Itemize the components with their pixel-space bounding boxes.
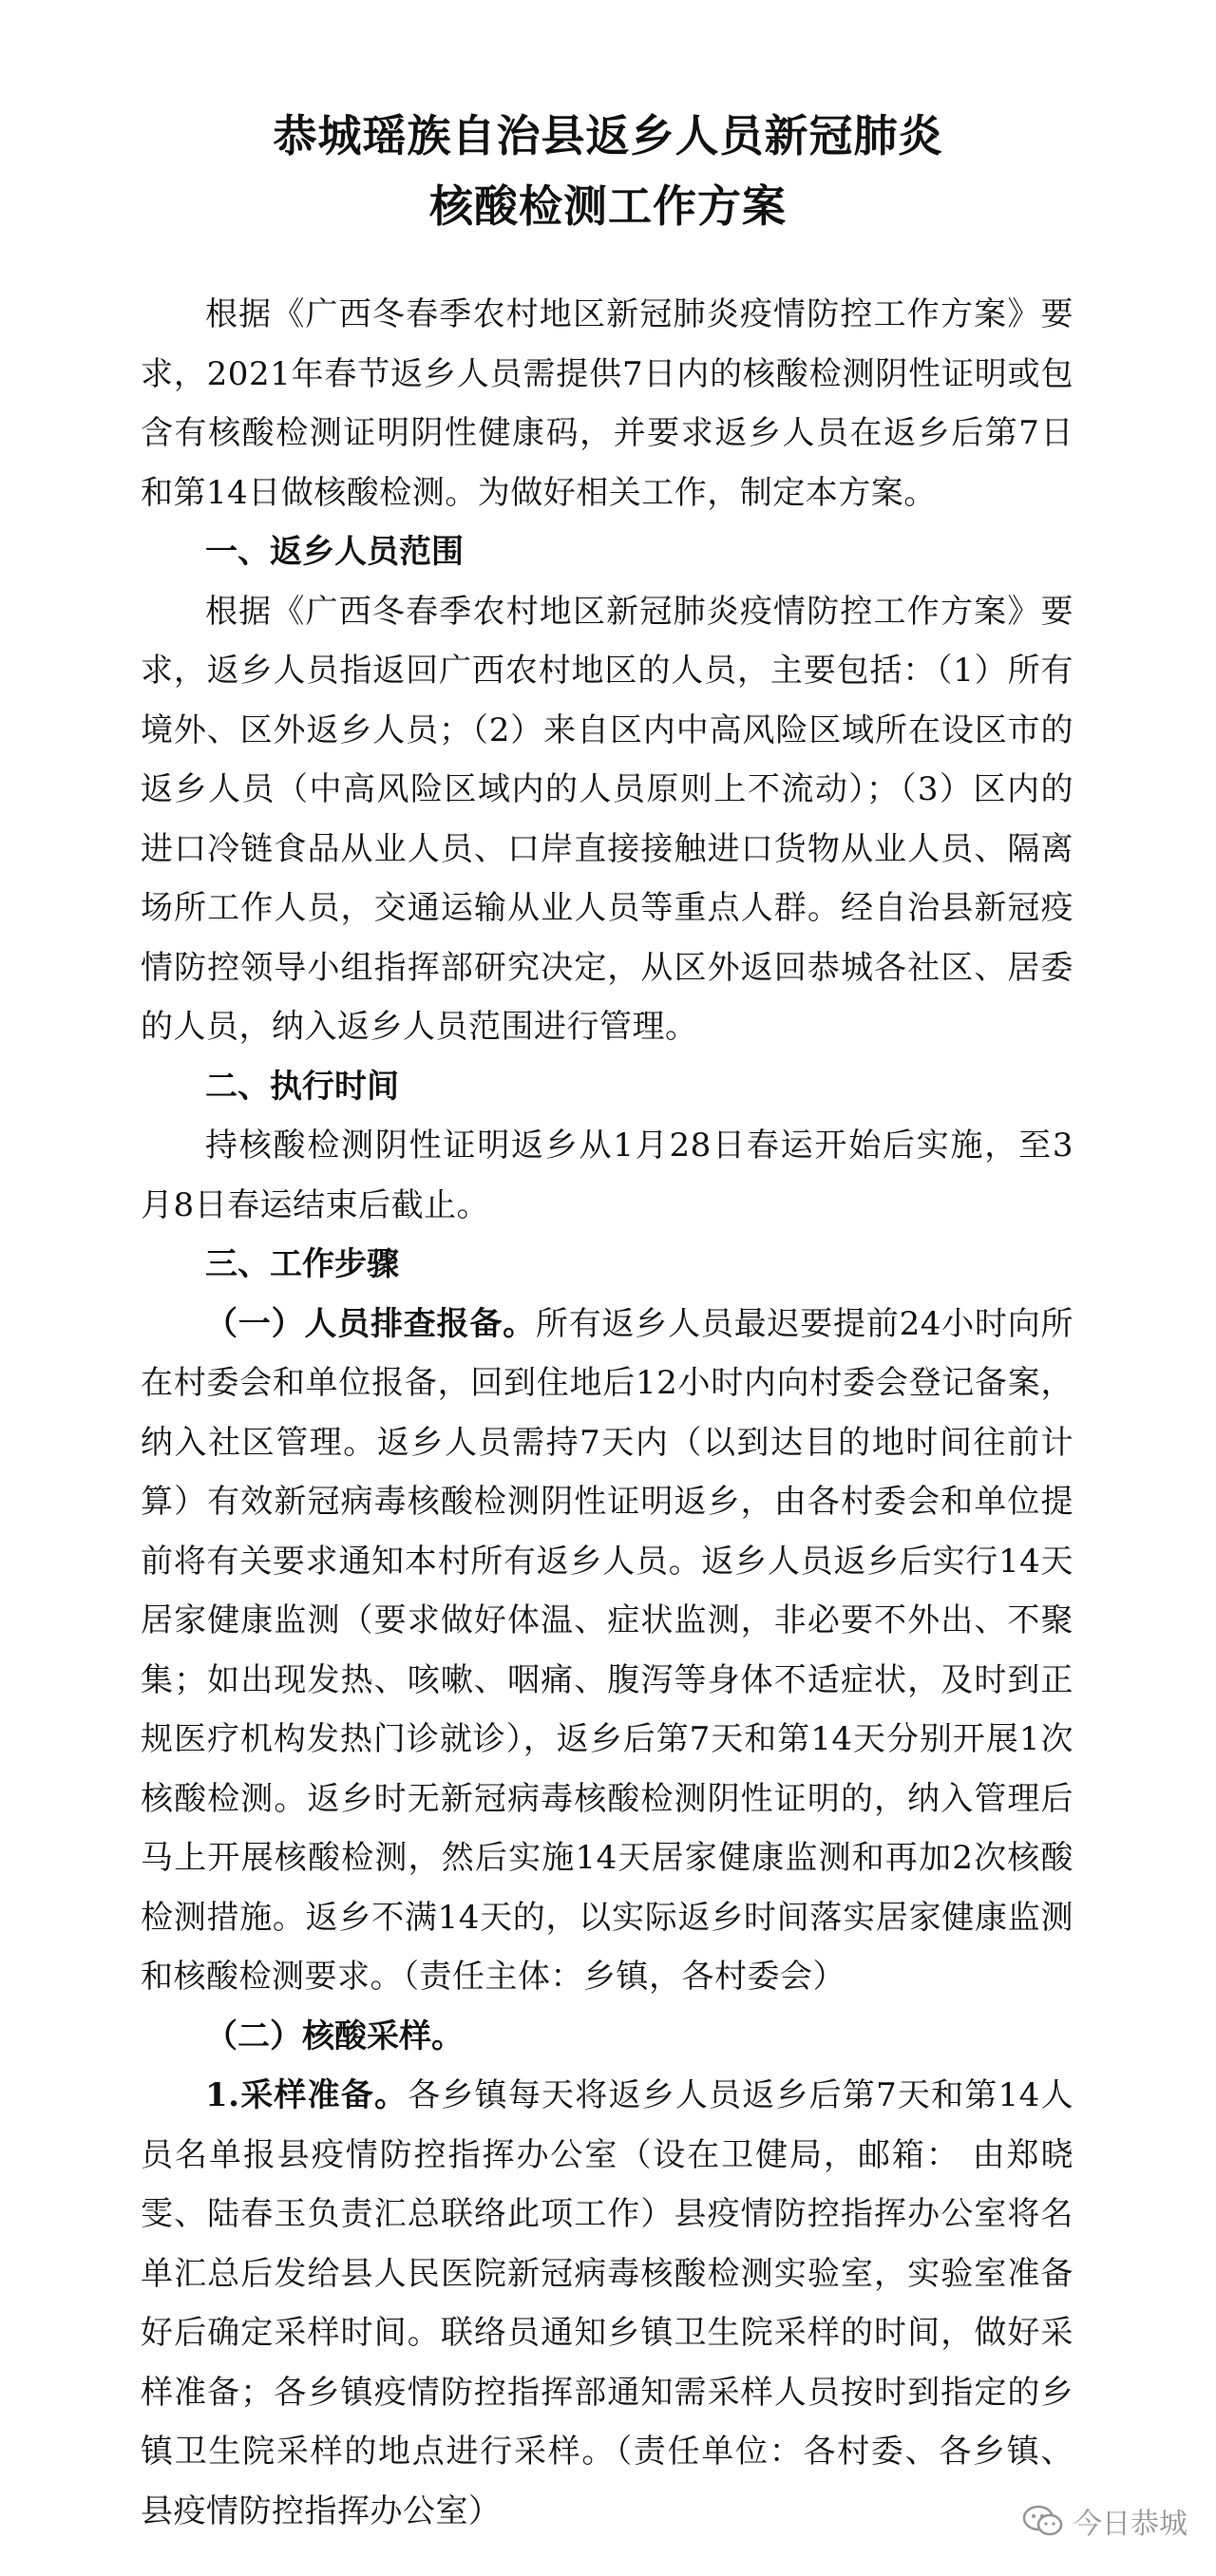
step-1-text: 所有返乡人员最迟要提前24小时向所在村委会和单位报备，回到住地后12小时内向村委会登记备案，纳入社区管理。返乡人员需持7天内（以到达目的地时间往前计算）有效新冠病毒核酸检测阴性证明返乡，由各村委会和单位提前将有关要求通知本村所有返乡人员。返乡人员返乡后实行14天居家健康监测（要求做好体温、症状监测，非必要不外出、不聚集；如出现发热、咳嗽、咽痛、腹泻等身体不适症状，及时到正规医疗机构发热门诊就诊），返乡后第7天和第14天分别开展1次核酸检测。返乡时无新冠病毒核酸检测阴性证明的，纳入管理后马上开展核酸检测，然后实施14天居家健康监测和再加2次核酸检测措施。返乡不满14天的，以实际返乡时间落实居家健康监测和核酸检测要求。（责任主体：乡镇，各村委会） [141, 1304, 1074, 1996]
step-2-sub-1-label: 1.采样准备。 [205, 2076, 408, 2114]
section-1-paragraph: 根据《广西冬春季农村地区新冠肺炎疫情防控工作方案》要求，返乡人员指返回广西农村地区的人员，主要包括：（1）所有境外、区外返乡人员；（2）来自区内中高风险区域所在设区市的返乡人员（中高风险区域内的人员原则上不流动）；（3）区内的进口冷链食品从业人员、口岸直接接触进口货物从业人员、隔离场所工作人员，交通运输从业人员等重点人群。经自治县新冠疫情防控领导小组指挥部研究决定，从区外返回恭城各社区、居委的人员，纳入返乡人员范围进行管理。 [141, 592, 1074, 1046]
document-body [141, 285, 1074, 2541]
document-title [0, 0, 1216, 241]
step-1-paragraph [141, 1295, 1074, 2007]
step-2-sub-1-paragraph [141, 2066, 1074, 2541]
step-2-heading: （二）核酸采样。 [205, 2017, 464, 2055]
section-2-paragraph: 持核酸检测阴性证明返乡从1月28日春运开始后实施，至3月8日春运结束后截止。 [141, 1127, 1074, 1224]
section-2-heading: 二、执行时间 [205, 1067, 399, 1106]
wechat-watermark [1022, 2500, 1188, 2542]
title-line-2: 核酸检测工作方案 [429, 180, 787, 232]
section-1-heading: 一、返乡人员范围 [205, 533, 464, 571]
section-3-heading: 三、工作步骤 [205, 1245, 399, 1283]
step-1-label: （一）人员排查报备。 [205, 1304, 536, 1343]
intro-paragraph: 根据《广西冬春季农村地区新冠肺炎疫情防控工作方案》要求，2021年春节返乡人员需提供7日内的核酸检测阴性证明或包含有核酸检测证明阴性健康码，并要求返乡人员在返乡后第7日和第14日做核酸检测。为做好相关工作，制定本方案。 [141, 295, 1074, 512]
title-line-1: 恭城瑶族自治县返乡人员新冠肺炎 [273, 110, 943, 161]
watermark-text: 今日恭城 [1074, 2508, 1188, 2541]
wechat-icon [1022, 2504, 1064, 2538]
step-2-sub-1-text: 各乡镇每天将返乡人员返乡后第7天和第14人员名单报县疫情防控指挥办公室（设在卫健局，邮箱： 由郑晓雯、陆春玉负责汇总联络此项工作）县疫情防控指挥办公室将名单汇总后发给县人民医院新冠病毒核酸检测实验室，实验室准备好后确定采样时间。联络员通知乡镇卫生院采样的时间，做好采样准备；各乡镇疫情防控指挥部通知需采样人员按时到指定的乡镇卫生院采样的地点进行采样。（责任单位：各村委、各乡镇、县疫情防控指挥办公室） [141, 2076, 1074, 2530]
